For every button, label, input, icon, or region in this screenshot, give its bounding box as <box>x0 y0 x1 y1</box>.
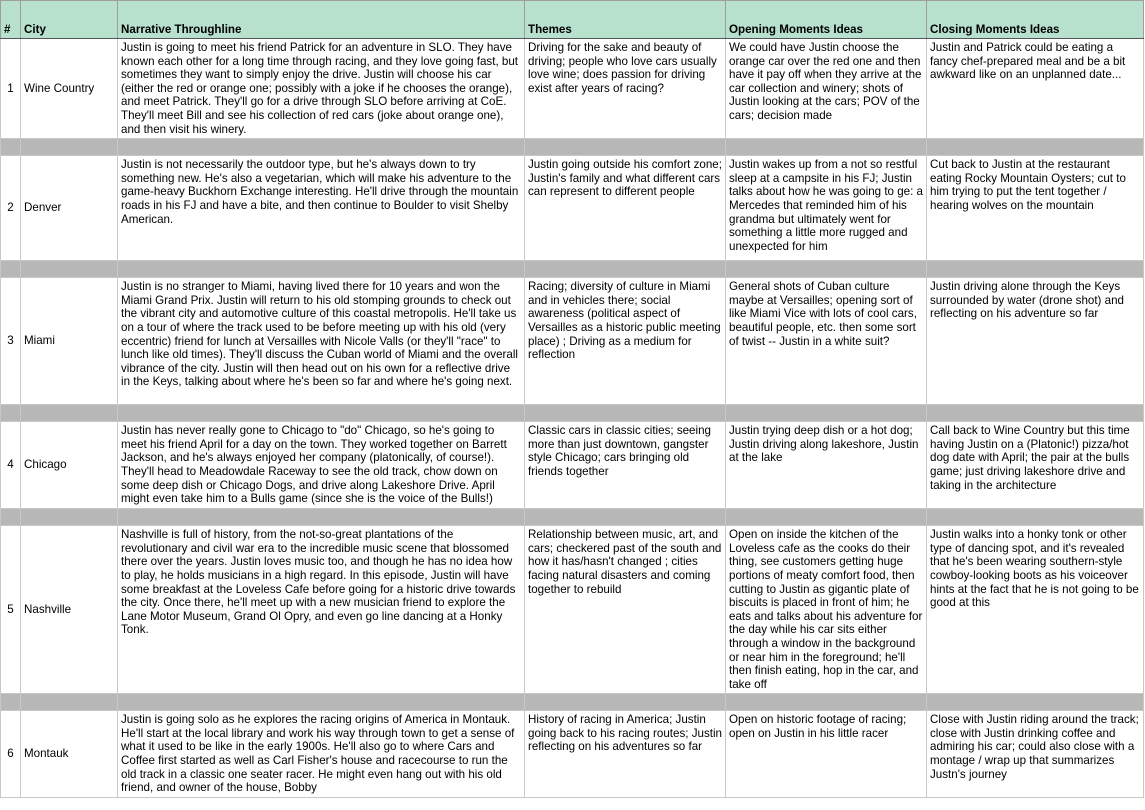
spacer-cell[interactable] <box>726 694 927 711</box>
table-row <box>1 422 1144 509</box>
spacer-cell[interactable] <box>927 261 1144 278</box>
themes-cell[interactable]: Justin going outside his comfort zone; Justin's family and what different cars can represent to different people <box>525 156 726 261</box>
row-number-cell[interactable]: 3 <box>1 278 21 405</box>
spacer-cell[interactable] <box>21 139 118 156</box>
spacer-row <box>1 694 1144 711</box>
narrative-cell[interactable]: Justin is no stranger to Miami, having lived there for 10 years and won the Miami Grand Prix. Justin will return to his old stomping grounds to check out the vibrant city and automotive culture of this coastal metropolis. He'll take us on a tour of where the track used to be before meeting up with his old (very eccentric) friend for lunch at Versailles with Nicole Valls (or they'll "race" to lunch like old times). They'll discuss the Cuban world of Miami and the overall vibrance of the city. Justin will then head out on his own for a reflective drive in the Keys, talking about where he's been so far and where he's going next. <box>118 278 525 405</box>
narrative-cell[interactable]: Justin has never really gone to Chicago to "do" Chicago, so he's going to meet his friend April for a day on the town. They worked together on Barrett Jackson, and he's always enjoyed her company (platonically, of course!). They'll head to Meadowdale Raceway to see the old track, chow down on some deep dish or Chicago Dogs, and drive along Lakeshore Drive. April might even take him to a Bulls game (since she is the voice of the Bulls!) <box>118 422 525 509</box>
spacer-cell[interactable] <box>525 694 726 711</box>
spacer-cell[interactable] <box>927 694 1144 711</box>
opening-cell[interactable]: Open on historic footage of racing; open on Justin in his little racer <box>726 711 927 798</box>
city-cell[interactable]: Denver <box>21 156 118 261</box>
spacer-cell[interactable] <box>118 694 525 711</box>
opening-cell[interactable]: Justin wakes up from a not so restful sleep at a campsite in his FJ; Justin talks about how he was going to ge: a Mercedes that reminded him of his grandma but ultimately went for something a little more rugged and unexpected for him <box>726 156 927 261</box>
row-number-cell[interactable]: 6 <box>1 711 21 798</box>
column-header-narrative[interactable]: Narrative Throughline <box>118 1 525 39</box>
spacer-cell[interactable] <box>726 405 927 422</box>
column-header-number[interactable]: # <box>1 1 21 39</box>
narrative-cell[interactable]: Nashville is full of history, from the not-so-great plantations of the revolutionary and civil war era to the incredible music scene that blossomed there over the years. Justin loves music too, and though he has no idea how to play, he holds musicians in a high regard. In this episode, Justin will have some breakfast at the Loveless Cafe before going for a historic drive towards the city. Once there, he'll meet up with a new musician friend to explore the Lane Motor Museum, Grand Ol Opry, and even go line dancing at a Honky Tonk. <box>118 526 525 694</box>
spacer-cell[interactable] <box>726 261 927 278</box>
spacer-row <box>1 509 1144 526</box>
city-cell[interactable]: Chicago <box>21 422 118 509</box>
spacer-cell[interactable] <box>21 694 118 711</box>
spacer-cell[interactable] <box>927 509 1144 526</box>
column-header-themes[interactable]: Themes <box>525 1 726 39</box>
spacer-cell[interactable] <box>525 139 726 156</box>
opening-cell[interactable]: General shots of Cuban culture maybe at Versailles; opening sort of like Miami Vice with lots of cool cars, beautiful people, etc. then some sort of twist -- Justin in a white suit? <box>726 278 927 405</box>
row-number-cell[interactable]: 2 <box>1 156 21 261</box>
column-header-opening[interactable]: Opening Moments Ideas <box>726 1 927 39</box>
closing-cell[interactable]: Call back to Wine Country but this time having Justin on a (Platonic!) pizza/hot dog date with April; the pair at the bulls game; just driving lakeshore drive and taking in the architecture <box>927 422 1144 509</box>
spacer-cell[interactable] <box>21 405 118 422</box>
closing-cell[interactable]: Cut back to Justin at the restaurant eating Rocky Mountain Oysters; cut to him trying to put the tent together / hearing wolves on the mountain <box>927 156 1144 261</box>
row-number-cell[interactable]: 5 <box>1 526 21 694</box>
column-header-closing[interactable]: Closing Moments Ideas <box>927 1 1144 39</box>
themes-cell[interactable]: Racing; diversity of culture in Miami and in vehicles there; social awareness (political aspect of Versailles as a historic public meeting place) ; Driving as a medium for reflection <box>525 278 726 405</box>
table-row <box>1 278 1144 405</box>
spacer-cell[interactable] <box>1 405 21 422</box>
spacer-cell[interactable] <box>118 261 525 278</box>
spacer-cell[interactable] <box>726 509 927 526</box>
themes-cell[interactable]: History of racing in America; Justin going back to his racing routes; Justin reflecting on his adventures so far <box>525 711 726 798</box>
narrative-cell[interactable]: Justin is going to meet his friend Patrick for an adventure in SLO. They have known each other for a long time through racing, and they love going fast, but sometimes they want to simply enjoy the drive. Justin will choose his car (either the red or orange one; possibly with a joke if he chooses the orange), and meet Patrick. They'll go for a drive through SLO before arriving at CoE. They'll meet Bill and see his collection of red cars (joke about orange one), and then visit his winery. <box>118 39 525 139</box>
spacer-cell[interactable] <box>21 261 118 278</box>
city-cell[interactable]: Nashville <box>21 526 118 694</box>
opening-cell[interactable]: We could have Justin choose the orange car over the red one and then have it pay off when they arrive at the car collection and winery; shots of Justin looking at the cars; POV of the cars; decision made <box>726 39 927 139</box>
table-row <box>1 526 1144 694</box>
spacer-cell[interactable] <box>1 139 21 156</box>
table-row <box>1 156 1144 261</box>
row-number-cell[interactable]: 4 <box>1 422 21 509</box>
spacer-cell[interactable] <box>118 139 525 156</box>
city-cell[interactable]: Montauk <box>21 711 118 798</box>
spacer-cell[interactable] <box>927 405 1144 422</box>
spacer-cell[interactable] <box>118 509 525 526</box>
narrative-cell[interactable]: Justin is not necessarily the outdoor type, but he's always down to try something new. He's also a vegetarian, which will make his adventure to the game-heavy Buckhorn Exchange interesting. He'll drive through the mountain roads in his FJ and have a bite, and then continue to Boulder to visit Shelby American. <box>118 156 525 261</box>
spacer-cell[interactable] <box>1 261 21 278</box>
closing-cell[interactable]: Close with Justin riding around the track; close with Justin drinking coffee and admiring his car; could also close with a montage / wrap up that summarizes Justn's journey <box>927 711 1144 798</box>
spacer-cell[interactable] <box>525 261 726 278</box>
opening-cell[interactable]: Justin trying deep dish or a hot dog; Justin driving along lakeshore, Justin at the lake <box>726 422 927 509</box>
themes-cell[interactable]: Driving for the sake and beauty of driving; people who love cars usually love wine; does passion for driving exist after years of racing? <box>525 39 726 139</box>
spacer-row <box>1 139 1144 156</box>
themes-cell[interactable]: Relationship between music, art, and cars; checkered past of the south and how it has/hasn't changed ; cities facing natural disasters and coming together to rebuild <box>525 526 726 694</box>
closing-cell[interactable]: Justin driving alone through the Keys surrounded by water (drone shot) and reflecting on his adventure so far <box>927 278 1144 405</box>
column-header-city[interactable]: City <box>21 1 118 39</box>
opening-cell[interactable]: Open on inside the kitchen of the Loveless cafe as the cooks do their thing, see customers getting huge portions of meaty comfort food, then cutting to Justin as gigantic plate of biscuits is placed in front of him; he eats and talks about his adventure for the day while his car sits either through a window in the background or near him in the foreground; he'll then finish eating, hop in the car, and take off <box>726 526 927 694</box>
table-row <box>1 39 1144 139</box>
table-row <box>1 711 1144 798</box>
spacer-cell[interactable] <box>525 405 726 422</box>
closing-cell[interactable]: Justin walks into a honky tonk or other type of dancing spot, and it's revealed that he's been wearing southern-style cowboy-looking boots as his voiceover hints at the fact that he is not going to be good at this <box>927 526 1144 694</box>
spacer-row <box>1 405 1144 422</box>
spacer-cell[interactable] <box>927 139 1144 156</box>
spacer-cell[interactable] <box>726 139 927 156</box>
spacer-cell[interactable] <box>525 509 726 526</box>
row-number-cell[interactable]: 1 <box>1 39 21 139</box>
spacer-cell[interactable] <box>1 509 21 526</box>
themes-cell[interactable]: Classic cars in classic cities; seeing more than just downtown, gangster style Chicago; cars bringing old friends together <box>525 422 726 509</box>
spacer-cell[interactable] <box>21 509 118 526</box>
city-cell[interactable]: Miami <box>21 278 118 405</box>
spacer-cell[interactable] <box>118 405 525 422</box>
city-cell[interactable]: Wine Country <box>21 39 118 139</box>
closing-cell[interactable]: Justin and Patrick could be eating a fancy chef-prepared meal and be a bit awkward like on an unplanned date... <box>927 39 1144 139</box>
narrative-cell[interactable]: Justin is going solo as he explores the racing origins of America in Montauk. He'll start at the local library and work his way through town to get a sense of what it used to be like in the early 1900s. He'll also go to where Cars and Coffee first started as well as Carl Fisher's house and racecourse to run the old track in a classic one seater racer. He might even hang out with his old friend, and owner of the house, Bobby <box>118 711 525 798</box>
header-row <box>1 1 1144 39</box>
spacer-row <box>1 261 1144 278</box>
spacer-cell[interactable] <box>1 694 21 711</box>
